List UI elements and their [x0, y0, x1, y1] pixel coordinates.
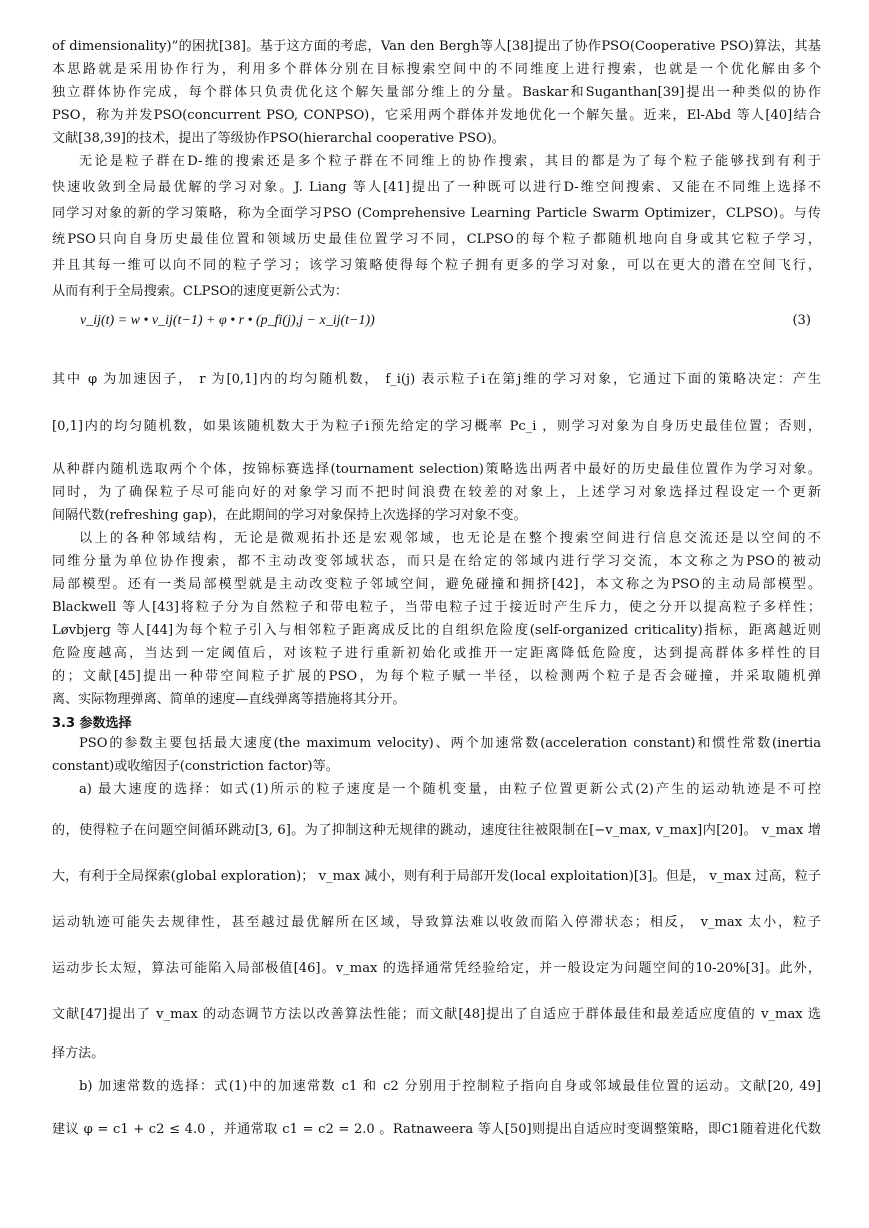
text-line: 同时，为了确保粒子尽可能向好的对象学习而不把时间浪费在较差的对象上，上述学习对象选择过程设定一个更新	[52, 485, 821, 500]
text-line: 离、实际物理弹离、简单的速度—直线弹离等措施将其分开。	[52, 692, 406, 707]
text-line: 本思路就是采用协作行为，利用多个群体分别在目标搜索空间中的不同维度上进行搜索，也就是一个优化解由多个	[52, 62, 821, 77]
text-line: Blackwell 等人[43]将粒子分为自然粒子和带电粒子，当带电粒子过于接近时产生斥力，使之分开以提高粒子多样性；	[52, 600, 821, 615]
text-line: 快速收敛到全局最优解的学习对象。J. Liang 等人[41]提出了一种既可以进行D-维空间搜索、又能在不同维上选择不	[52, 180, 821, 195]
text-line: 局部模型。还有一类局部模型就是主动改变粒子邻域空间，避免碰撞和拥挤[42]，本文称之为PSO的主动局部模型。	[52, 577, 821, 592]
text-line: PSO，称为并发PSO(concurrent PSO, CONPSO)，它采用两个群体并发地优化一个解矢量。近来，El-Abd 等人[40]结合	[52, 108, 821, 123]
text-line: 间隔代数(refreshing gap)，在此期间的学习对象保持上次选择的学习对象不变。	[52, 508, 527, 523]
text-line: 统PSO只向自身历史最佳位置和领域历史最佳位置学习不同，CLPSO的每个粒子都随机地向自身或其它粒子学习，	[52, 232, 821, 247]
text-line: 从种群内随机选取两个个体，按锦标赛选择(tournament selection)策略选出两者中最好的历史最佳位置作为学习对象。	[52, 462, 821, 477]
text-line: 文献[47]提出了 v_max 的动态调节方法以改善算法性能；而文献[48]提出了自适应于群体最佳和最差适应度值的 v_max 选	[52, 1007, 821, 1022]
text-line: a) 最大速度的选择：如式(1)所示的粒子速度是一个随机变量，由粒子位置更新公式(2)产生的运动轨迹是不可控	[79, 782, 821, 797]
text-line: 同学习对象的新的学习策略，称为全面学习PSO (Comprehensive Learning Particle Swarm Optimizer，CLPSO)。与传	[52, 206, 821, 221]
text-line: 大，有利于全局探索(global exploration)； v_max 减小，则有利于局部开发(local exploitation)[3]。但是， v_max 过高，粒子	[52, 869, 821, 884]
section-heading: 3.3 参数选择	[52, 716, 132, 731]
text-line: 文献[38,39]的技术，提出了等级协作PSO(hierarchal cooperative PSO)。	[52, 131, 505, 146]
text-line: 的，使得粒子在问题空间循环跳动[3, 6]。为了抑制这种无规律的跳动，速度往往被限制在[−v_max, v_max]内[20]。 v_max 增	[52, 823, 821, 838]
text-line: 建议 φ = c1 + c2 ≤ 4.0 ，并通常取 c1 = c2 = 2.0 。Ratnaweera 等人[50]则提出自适应时变调整策略，即C1随着进化代数	[52, 1122, 821, 1137]
text-line: constant)或收缩因子(constriction factor)等。	[52, 759, 339, 774]
text-line: Løvbjerg 等人[44]为每个粒子引入与相邻粒子距离成反比的自组织危险度(self-organized criticality)指标，距离越近则	[52, 623, 821, 638]
text-line: 其中 φ 为加速因子， r 为[0,1]内的均匀随机数， f_i(j) 表示粒子i在第j维的学习对象，它通过下面的策略决定：产生	[52, 372, 821, 387]
text-line: 同维分量为单位协作搜索，都不主动改变邻域状态，而只是在给定的邻域内进行学习交流，本文称之为PSO的被动	[52, 554, 821, 569]
text-line: PSO的参数主要包括最大速度(the maximum velocity)、两个加速常数(acceleration constant)和惯性常数(inertia	[79, 736, 821, 751]
text-line: 从而有利于全局搜索。CLPSO的速度更新公式为：	[52, 284, 349, 299]
text-line: 无论是粒子群在D-维的搜索还是多个粒子群在不同维上的协作搜索，其目的都是为了每个粒子能够找到有利于	[79, 154, 821, 169]
text-line: 危险度越高，当达到一定阈值后，对该粒子进行重新初始化或推开一定距离降低危险度，达到提高群体多样性的目	[52, 646, 821, 661]
text-line: 运动轨迹可能失去规律性，甚至越过最优解所在区域，导致算法难以收敛而陷入停滞状态；相反， v_max 太小，粒子	[52, 915, 821, 930]
text-line: 并且其每一维可以向不同的粒子学习；该学习策略使得每个粒子拥有更多的学习对象，可以在更大的潜在空间飞行，	[52, 258, 821, 273]
text-line: of dimensionality)”的困扰[38]。基于这方面的考虑，Van den Bergh等人[38]提出了协作PSO(Cooperative PSO)算法，其基	[52, 39, 821, 54]
equation-number: (3)	[792, 313, 811, 328]
text-line: [0,1]内的均匀随机数，如果该随机数大于为粒子i预先给定的学习概率 Pc_i ，则学习对象为自身历史最佳位置；否则，	[52, 419, 821, 434]
equation: v_ij(t) = w • v_ij(t−1) + φ • r • (p_fi(j),j − x_ij(t−1))	[80, 313, 375, 328]
text-line: 运动步长太短，算法可能陷入局部极值[46]。v_max 的选择通常凭经验给定，并一般设定为问题空间的10-20%[3]。此外，	[52, 961, 821, 976]
text-line: b) 加速常数的选择：式(1)中的加速常数 c1 和 c2 分别用于控制粒子指向自身或邻域最佳位置的运动。文献[20, 49]	[79, 1079, 821, 1094]
text-line: 以上的各种邻域结构，无论是微观拓扑还是宏观邻域，也无论是在整个搜索空间进行信息交流还是以空间的不	[79, 531, 821, 546]
text-line: 的；文献[45]提出一种带空间粒子扩展的PSO，为每个粒子赋一半径，以检测两个粒子是否会碰撞，并采取随机弹	[52, 669, 821, 684]
text-line: 择方法。	[52, 1046, 105, 1061]
text-line: 独立群体协作完成，每个群体只负责优化这个解矢量部分维上的分量。Baskar和Suganthan[39]提出一种类似的协作	[52, 85, 821, 100]
